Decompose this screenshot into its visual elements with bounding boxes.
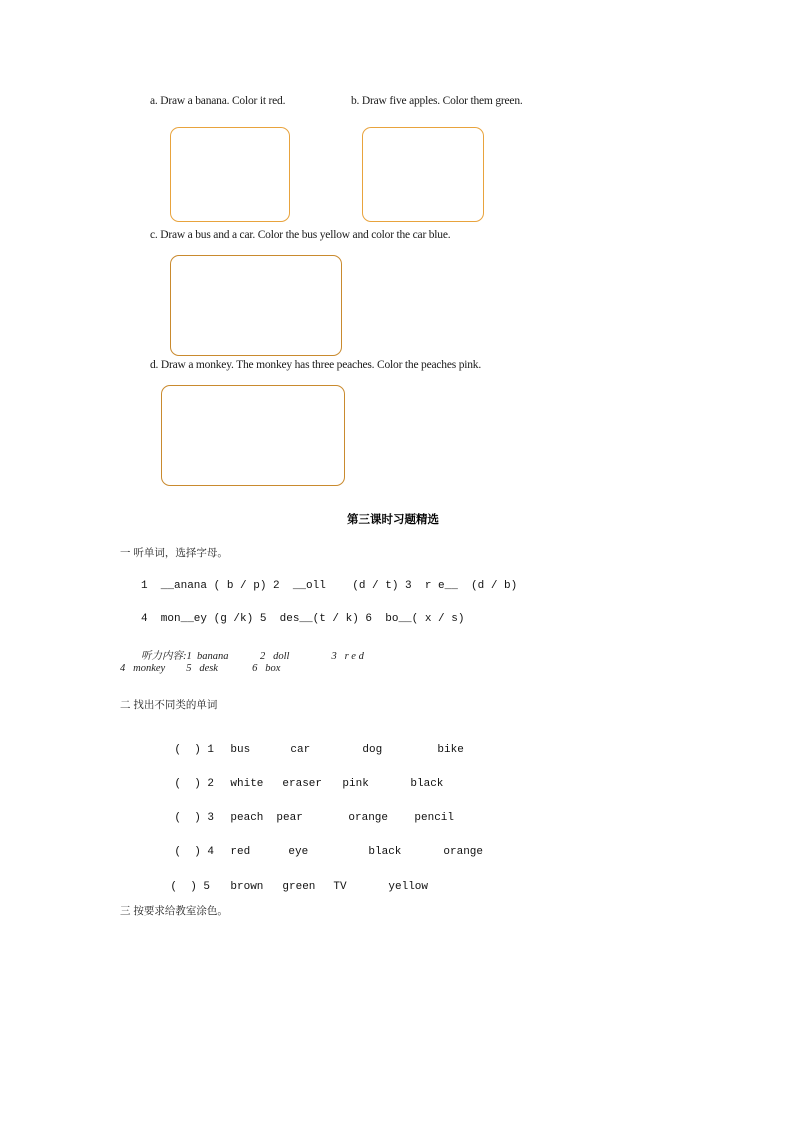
listening-script-line-1: 听力内容:1 banana 2 doll 3 r e d [141,651,364,662]
word-option[interactable]: car [290,744,311,756]
word-option[interactable]: TV [333,881,347,893]
word-option[interactable]: orange [348,812,389,824]
drawing-area-c[interactable] [170,255,342,356]
word-option[interactable]: red [230,846,251,858]
row-marker: ( ) 4 [174,846,215,858]
word-group-row [148,800,454,836]
task-b-instruction: b. Draw five apples. Color them green. [351,95,523,107]
task-a-instruction: a. Draw a banana. Color it red. [150,95,286,107]
exercise-two-heading: 二 找出不同类的单词 [120,699,218,711]
word-option[interactable]: bus [230,744,251,756]
word-option[interactable]: pear [276,812,303,824]
word-option[interactable]: pink [342,778,369,790]
word-option[interactable]: black [410,778,444,790]
section-title: 第三课时习题精选 [347,514,439,526]
exercise-one-line-1: 1 __anana ( b / p) 2 __oll (d / t) 3 r e__ (d / b) [141,580,518,592]
drawing-area-a[interactable] [170,127,290,222]
row-marker: ( ) 2 [174,778,215,790]
word-option[interactable]: brown [230,881,264,893]
word-group-row [148,766,443,802]
word-option[interactable]: eraser [282,778,323,790]
row-marker: ( ) 1 [174,744,215,756]
word-option[interactable]: orange [443,846,484,858]
word-option[interactable]: yellow [388,881,429,893]
word-group-row [148,732,464,768]
word-option[interactable]: pencil [414,812,455,824]
word-option[interactable]: white [230,778,264,790]
word-option[interactable]: eye [288,846,309,858]
row-marker: ( ) 3 [174,812,215,824]
exercise-one-line-2: 4 mon__ey (g /k) 5 des__(t / k) 6 bo__( x / s) [141,613,465,625]
word-option[interactable]: dog [362,744,383,756]
drawing-area-d[interactable] [161,385,345,486]
word-option[interactable]: peach [230,812,264,824]
exercise-three-heading: 三 按要求给教室涂色。 [120,905,228,917]
listening-script-line-2: 4 monkey 5 desk 6 box [120,663,281,674]
word-group-row [148,834,483,870]
row-marker: ( ) 5 [170,881,211,893]
word-option[interactable]: green [282,881,316,893]
drawing-area-b[interactable] [362,127,484,222]
exercise-one-heading: 一 听单词，选择字母。 [120,547,228,559]
task-d-instruction: d. Draw a monkey. The monkey has three peaches. Color the peaches pink. [150,359,482,371]
word-option[interactable]: black [368,846,402,858]
task-c-instruction: c. Draw a bus and a car. Color the bus yellow and color the car blue. [150,229,451,241]
word-option[interactable]: bike [437,744,464,756]
word-group-row [144,869,428,905]
